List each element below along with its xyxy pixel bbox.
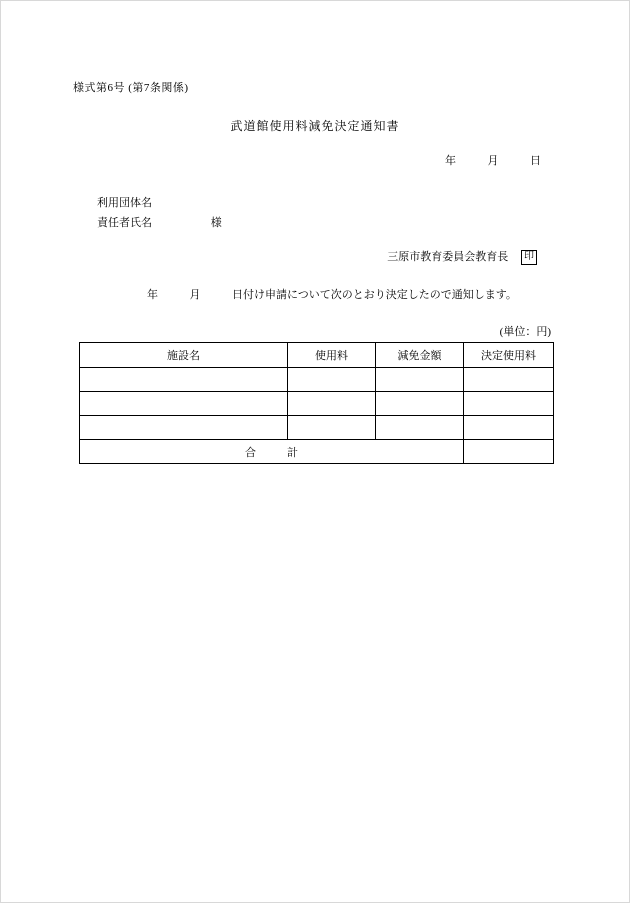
date-day-label: 日 — [530, 155, 541, 167]
form-number: 様式第6号 (第7条関係) — [73, 82, 189, 94]
table-header-cell: 施設名 — [80, 343, 288, 368]
table-header-row — [80, 343, 554, 368]
issue-date-line — [445, 152, 541, 168]
body-year-label: 年 — [147, 289, 158, 301]
body-month-label: 月 — [189, 289, 201, 301]
issuer-block — [387, 248, 537, 265]
issuer-name: 三原市教育委員会教育長 — [387, 251, 509, 263]
recipient-group-row — [97, 193, 222, 213]
total-value-cell[interactable] — [464, 440, 554, 464]
recipient-block — [97, 193, 222, 233]
table-cell[interactable] — [80, 416, 288, 440]
table-cell[interactable] — [288, 416, 376, 440]
recipient-group-label: 利用団体名 — [97, 197, 152, 209]
table-header-cell: 使用料 — [288, 343, 376, 368]
unit-note: (単位：円) — [499, 326, 551, 338]
seal-stamp-icon: 印 — [521, 250, 537, 265]
page-title: 武道館使用料減免決定通知書 — [230, 119, 400, 133]
date-year-label: 年 — [445, 155, 456, 167]
table-cell[interactable] — [376, 392, 464, 416]
fee-table — [79, 342, 554, 464]
recipient-person-label: 責任者氏名 — [97, 217, 152, 229]
recipient-honorific: 様 — [210, 217, 222, 229]
table-cell[interactable] — [376, 416, 464, 440]
table-header-cell: 決定使用料 — [464, 343, 554, 368]
table-header-cell: 減免金額 — [376, 343, 464, 368]
table-cell[interactable] — [464, 368, 554, 392]
recipient-person-row — [97, 213, 222, 233]
table-cell[interactable] — [80, 368, 288, 392]
body-text: 日付け申請について次のとおり決定したので通知します。 — [232, 289, 517, 301]
table-cell[interactable] — [288, 368, 376, 392]
table-row — [80, 392, 554, 416]
total-label-cell: 合 計 — [80, 440, 464, 464]
table-cell[interactable] — [80, 392, 288, 416]
table-cell[interactable] — [288, 392, 376, 416]
table-row — [80, 368, 554, 392]
table-cell[interactable] — [376, 368, 464, 392]
table-cell[interactable] — [464, 392, 554, 416]
table-cell[interactable] — [464, 416, 554, 440]
date-month-label: 月 — [487, 155, 499, 167]
body-sentence — [147, 286, 517, 302]
table-total-row — [80, 440, 554, 464]
table-row — [80, 416, 554, 440]
